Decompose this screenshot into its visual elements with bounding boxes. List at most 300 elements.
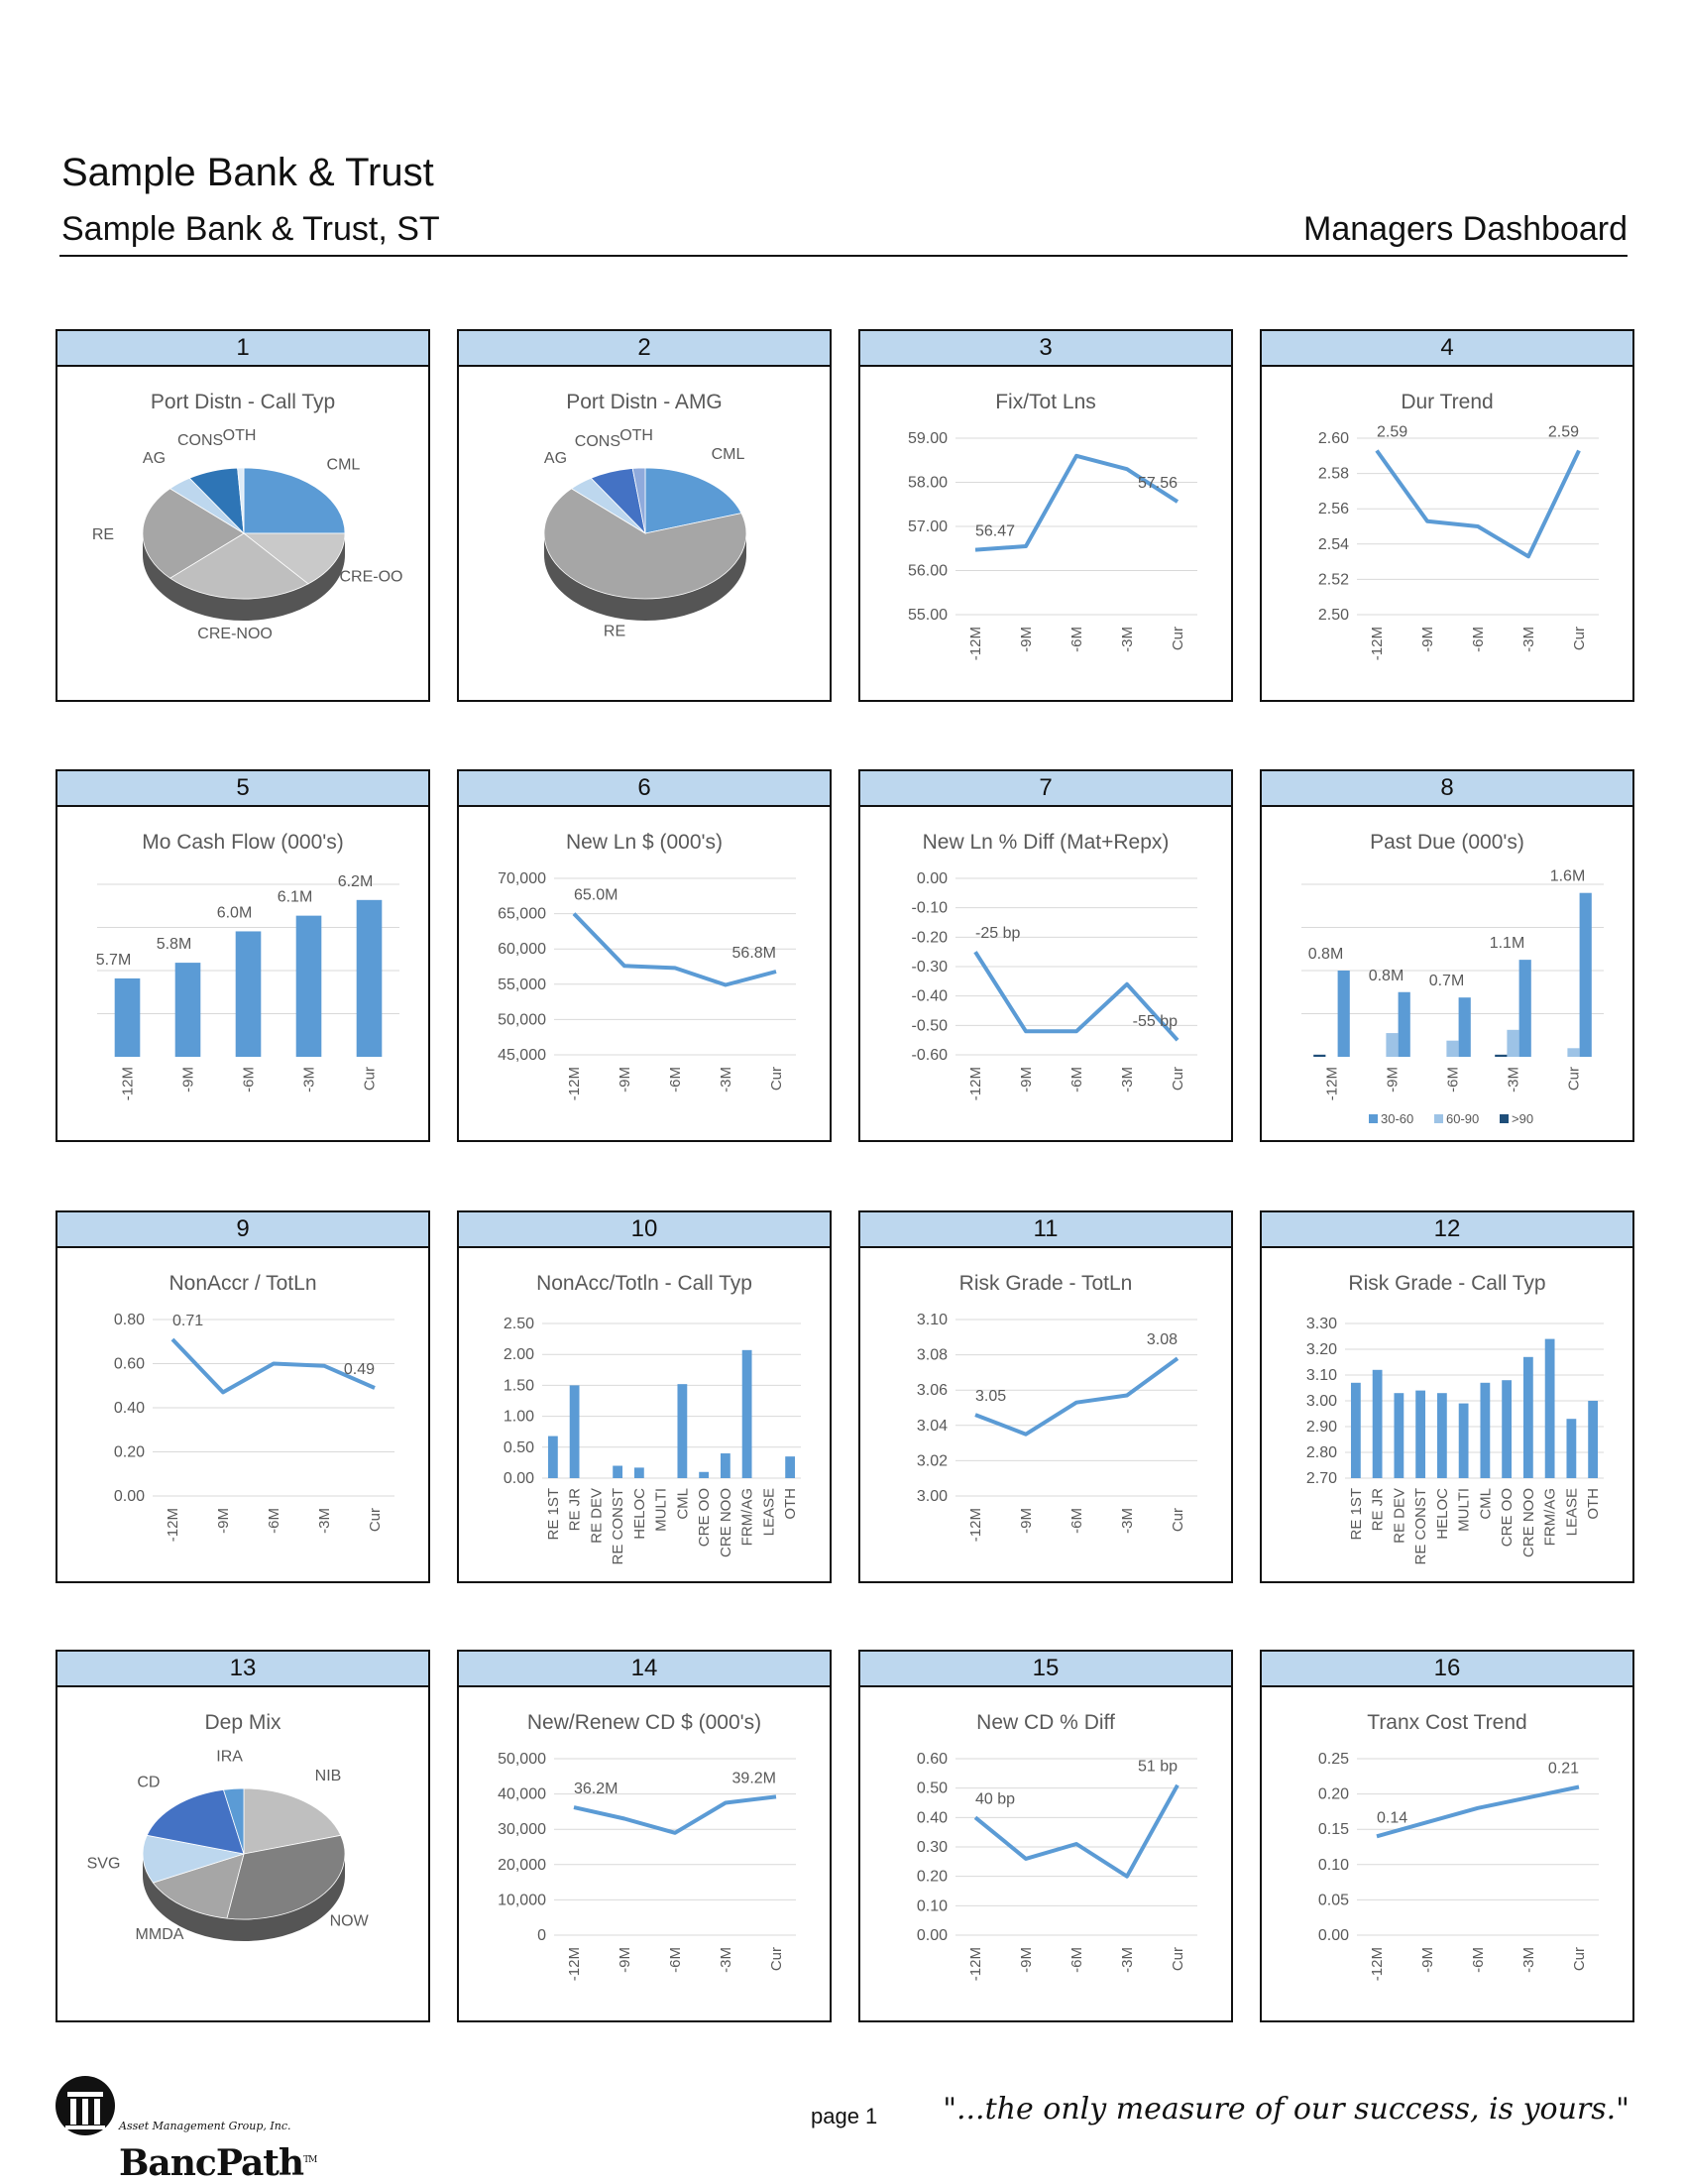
panel-number: 16 — [1262, 1652, 1632, 1687]
x-tick-label: -9M — [180, 1067, 197, 1092]
x-tick-label: -9M — [1385, 1067, 1402, 1092]
y-tick-label: 0.40 — [917, 1809, 948, 1826]
data-label: 6.1M — [278, 889, 313, 906]
data-label: 56.8M — [732, 945, 776, 962]
data-label: -25 bp — [975, 925, 1020, 942]
chart-panel-11 — [858, 1210, 1233, 1583]
bar — [742, 1350, 752, 1478]
x-tick-label: -6M — [667, 1947, 684, 1973]
panel-number: 7 — [860, 771, 1231, 807]
y-tick-label: 56.00 — [908, 563, 948, 580]
y-tick-label: 55.00 — [908, 607, 948, 624]
data-label: -55 bp — [1133, 1013, 1178, 1030]
y-tick-label: 3.00 — [917, 1488, 948, 1505]
chart-title: New CD % Diff — [976, 1711, 1115, 1734]
chart-title: Port Distn - AMG — [566, 391, 723, 413]
data-label: 2.59 — [1377, 423, 1407, 440]
x-tick-label: -9M — [1018, 1067, 1035, 1092]
y-tick-label: 0 — [537, 1927, 546, 1944]
y-tick-label: 2.58 — [1318, 466, 1349, 483]
data-label: 56.47 — [975, 523, 1015, 540]
y-tick-label: 0.60 — [114, 1356, 145, 1373]
chart-title: New/Renew CD $ (000's) — [527, 1711, 761, 1734]
chart-svg — [860, 1248, 1231, 1583]
data-label: 57.56 — [1138, 475, 1178, 492]
chart-panel-13 — [56, 1650, 430, 2022]
panel-number: 13 — [57, 1652, 428, 1687]
y-tick-label: 10,000 — [498, 1892, 546, 1908]
pie-label-nib: NIB — [315, 1768, 342, 1784]
bar — [175, 963, 201, 1057]
chart-title: Mo Cash Flow (000's) — [142, 831, 344, 854]
x-tick-label: -6M — [1470, 1947, 1487, 1973]
x-tick-label: -3M — [1520, 1947, 1537, 1973]
x-tick-label: -3M — [301, 1067, 318, 1092]
y-tick-label: 2.56 — [1318, 501, 1349, 517]
y-tick-label: 2.00 — [504, 1346, 534, 1363]
chart-svg — [57, 1687, 428, 2022]
chart-panel-6 — [457, 769, 832, 1142]
chart-title: Dur Trend — [1401, 391, 1493, 413]
pie-label-cre-noo: CRE-NOO — [197, 626, 273, 642]
y-tick-label: 2.90 — [1306, 1419, 1337, 1436]
bar-90 — [1313, 1055, 1325, 1057]
x-tick-label: -12M — [967, 1067, 984, 1100]
y-tick-label: 3.08 — [917, 1347, 948, 1364]
x-tick-label: -12M — [566, 1947, 583, 1981]
x-tick-label: FRM/AG — [739, 1488, 756, 1546]
x-tick-label: -6M — [1470, 627, 1487, 652]
x-tick-label: -3M — [1520, 627, 1537, 652]
chart-panel-7 — [858, 769, 1233, 1142]
x-tick-label: -9M — [617, 1067, 633, 1092]
chart-title: New Ln $ (000's) — [566, 831, 723, 854]
logo-wordmark: BancPath™ — [119, 2142, 316, 2184]
x-tick-label: RE JR — [567, 1488, 584, 1532]
y-tick-label: 30,000 — [498, 1821, 546, 1838]
x-tick-label: -9M — [215, 1508, 232, 1534]
chart-svg — [459, 807, 830, 1142]
pie-label-cre-oo: CRE-OO — [339, 569, 402, 586]
data-label: 3.05 — [975, 1388, 1006, 1405]
chart-title: Risk Grade - TotLn — [959, 1272, 1133, 1295]
chart-svg — [459, 1687, 830, 2022]
chart-svg — [459, 1248, 830, 1583]
x-tick-label: -6M — [1068, 1947, 1085, 1973]
panel-number: 1 — [57, 331, 428, 367]
legend-label: 30-60 — [1381, 1111, 1413, 1126]
chart-panel-1 — [56, 329, 430, 702]
chart-panel-3 — [858, 329, 1233, 702]
chart-panel-10 — [457, 1210, 832, 1583]
data-label: 1.1M — [1490, 935, 1525, 952]
x-tick-label: RE JR — [1370, 1488, 1387, 1532]
chart-svg — [57, 807, 428, 1142]
y-tick-label: 55,000 — [498, 977, 546, 993]
pie-label-cons: CONS — [575, 433, 620, 450]
logo-subtitle: Asset Management Group, Inc. — [119, 2120, 291, 2132]
x-tick-label: Cur — [1170, 1947, 1186, 1971]
bar-3060 — [1399, 992, 1410, 1057]
chart-panel-5 — [56, 769, 430, 1142]
panel-number: 8 — [1262, 771, 1632, 807]
y-tick-label: 0.05 — [1318, 1892, 1349, 1908]
y-tick-label: 0.15 — [1318, 1821, 1349, 1838]
x-tick-label: -3M — [1119, 1947, 1136, 1973]
chart-svg — [1262, 367, 1632, 702]
x-tick-label: RE CONST — [610, 1488, 626, 1565]
x-tick-label: CRE NOO — [718, 1488, 734, 1557]
chart-panel-16 — [1260, 1650, 1634, 2022]
data-label: 0.7M — [1429, 973, 1465, 989]
x-tick-label: -6M — [241, 1067, 258, 1092]
y-tick-label: 0.50 — [504, 1439, 534, 1456]
data-label: 0.21 — [1548, 1760, 1579, 1777]
chart-panel-15 — [858, 1650, 1233, 2022]
x-tick-label: -6M — [266, 1508, 282, 1534]
y-tick-label: 0.25 — [1318, 1751, 1349, 1768]
y-tick-label: 65,000 — [498, 906, 546, 923]
x-tick-label: RE CONST — [1412, 1488, 1429, 1565]
y-tick-label: 3.10 — [917, 1312, 948, 1328]
pie-label-ira: IRA — [216, 1749, 243, 1766]
bar — [1523, 1357, 1533, 1478]
x-tick-label: OTH — [1585, 1488, 1602, 1520]
x-tick-label: -3M — [316, 1508, 333, 1534]
x-tick-label: -9M — [1419, 1947, 1436, 1973]
x-tick-label: -3M — [1119, 1067, 1136, 1092]
pie-label-cd: CD — [137, 1774, 160, 1790]
x-tick-label: HELOC — [1434, 1488, 1451, 1540]
bar — [1437, 1393, 1447, 1478]
bar — [1373, 1370, 1383, 1478]
legend-label: 60-90 — [1446, 1111, 1479, 1126]
bar — [115, 978, 141, 1057]
y-tick-label: 40,000 — [498, 1786, 546, 1803]
x-tick-label: -3M — [718, 1947, 734, 1973]
x-tick-label: -12M — [1324, 1067, 1341, 1100]
y-tick-label: 0.00 — [504, 1470, 534, 1487]
y-tick-label: 50,000 — [498, 1751, 546, 1768]
bar — [634, 1467, 644, 1478]
pie-label-svg: SVG — [87, 1855, 121, 1872]
y-tick-label: 0.60 — [917, 1751, 948, 1768]
data-label: 0.49 — [344, 1361, 375, 1378]
pie-label-oth: OTH — [223, 427, 257, 444]
x-tick-label: OTH — [782, 1488, 799, 1520]
panel-number: 14 — [459, 1652, 830, 1687]
x-tick-label: RE DEV — [588, 1488, 605, 1544]
bar-3060 — [1519, 960, 1531, 1057]
bar-6090 — [1386, 1033, 1398, 1057]
x-tick-label: -6M — [1068, 1508, 1085, 1534]
bar-3060 — [1338, 971, 1350, 1057]
y-tick-label: 2.60 — [1318, 430, 1349, 447]
bank-name: Sample Bank & Trust — [61, 151, 434, 195]
data-label: 0.14 — [1377, 1809, 1407, 1826]
chart-title: Past Due (000's) — [1370, 831, 1524, 854]
x-tick-label: Cur — [768, 1947, 785, 1971]
chart-title: NonAccr / TotLn — [168, 1272, 316, 1295]
chart-panel-8 — [1260, 769, 1634, 1142]
x-tick-label: CRE OO — [696, 1488, 713, 1547]
x-tick-label: CML — [1477, 1488, 1494, 1520]
bar — [1459, 1404, 1469, 1478]
chart-svg — [459, 367, 830, 702]
legend-label: >90 — [1512, 1111, 1533, 1126]
y-tick-label: 0.50 — [917, 1781, 948, 1797]
data-label: 65.0M — [574, 887, 618, 904]
x-tick-label: RE 1ST — [545, 1488, 562, 1541]
y-tick-label: 1.00 — [504, 1409, 534, 1426]
bar — [1415, 1391, 1425, 1478]
x-tick-label: -3M — [1119, 627, 1136, 652]
y-tick-label: 0.40 — [114, 1400, 145, 1417]
panel-number: 2 — [459, 331, 830, 367]
chart-svg — [1262, 1248, 1632, 1583]
data-label: 5.7M — [96, 952, 132, 969]
bar-6090 — [1507, 1030, 1518, 1057]
bar-6090 — [1567, 1048, 1579, 1057]
x-tick-label: -6M — [1068, 627, 1085, 652]
y-tick-label: -0.60 — [912, 1047, 949, 1064]
x-tick-label: RE 1ST — [1348, 1488, 1365, 1541]
bar — [1394, 1393, 1404, 1478]
x-tick-label: Cur — [1571, 627, 1588, 650]
x-tick-label: Cur — [362, 1067, 379, 1091]
y-tick-label: 20,000 — [498, 1857, 546, 1874]
data-label: 40 bp — [975, 1790, 1015, 1807]
y-tick-label: -0.10 — [912, 900, 949, 917]
bar — [1502, 1380, 1512, 1478]
bar — [570, 1385, 580, 1478]
x-tick-label: -12M — [1369, 1947, 1386, 1981]
x-tick-label: -3M — [1506, 1067, 1522, 1092]
x-tick-label: Cur — [1566, 1067, 1583, 1091]
data-label: 36.2M — [574, 1781, 618, 1797]
x-tick-label: -12M — [165, 1508, 181, 1542]
x-tick-label: Cur — [1170, 627, 1186, 650]
bar — [721, 1453, 730, 1478]
pie-label-cml: CML — [712, 446, 745, 463]
x-tick-label: -12M — [967, 627, 984, 660]
x-tick-label: CRE OO — [1499, 1488, 1516, 1547]
bar-3060 — [1459, 997, 1471, 1057]
x-tick-label: Cur — [1571, 1947, 1588, 1971]
chart-svg — [860, 807, 1231, 1142]
x-tick-label: -9M — [1018, 1508, 1035, 1534]
chart-panel-9 — [56, 1210, 430, 1583]
bar — [1351, 1383, 1361, 1478]
x-tick-label: -3M — [1119, 1508, 1136, 1534]
data-label: 6.2M — [338, 873, 374, 890]
x-tick-label: LEASE — [1563, 1488, 1580, 1536]
y-tick-label: 0.30 — [917, 1839, 948, 1856]
y-tick-label: -0.20 — [912, 929, 949, 946]
bar-3060 — [1580, 893, 1592, 1057]
pie-label-oth: OTH — [619, 427, 653, 444]
x-tick-label: -12M — [967, 1947, 984, 1981]
bar — [1480, 1383, 1490, 1478]
x-tick-label: MULTI — [1456, 1488, 1473, 1532]
y-tick-label: 3.04 — [917, 1418, 948, 1435]
bar — [699, 1472, 709, 1478]
chart-title: Risk Grade - Call Typ — [1348, 1272, 1545, 1295]
y-tick-label: 58.00 — [908, 475, 948, 492]
x-tick-label: -3M — [718, 1067, 734, 1092]
y-tick-label: 45,000 — [498, 1047, 546, 1064]
chart-panel-2 — [457, 329, 832, 702]
data-label: 1.6M — [1550, 868, 1586, 885]
bar — [1588, 1401, 1598, 1478]
x-tick-label: Cur — [768, 1067, 785, 1091]
page-number: page 1 — [811, 2104, 877, 2129]
x-tick-label: MULTI — [653, 1488, 670, 1532]
y-tick-label: -0.30 — [912, 959, 949, 976]
bar — [357, 900, 383, 1057]
chart-svg — [860, 1687, 1231, 2022]
x-tick-label: -12M — [967, 1508, 984, 1542]
x-tick-label: -9M — [617, 1947, 633, 1973]
x-tick-label: -12M — [1369, 627, 1386, 660]
y-tick-label: 2.52 — [1318, 571, 1349, 588]
pie-label-cons: CONS — [177, 432, 223, 449]
panel-number: 3 — [860, 331, 1231, 367]
chart-title: Tranx Cost Trend — [1367, 1711, 1526, 1734]
y-tick-label: 0.00 — [917, 1927, 948, 1944]
chart-title: Dep Mix — [204, 1711, 281, 1734]
y-tick-label: 0.10 — [917, 1897, 948, 1914]
x-tick-label: -12M — [566, 1067, 583, 1100]
y-tick-label: 57.00 — [908, 518, 948, 535]
data-label: 0.71 — [172, 1313, 203, 1329]
panel-number: 15 — [860, 1652, 1231, 1687]
data-label: 39.2M — [732, 1770, 776, 1786]
data-label: 6.0M — [217, 904, 253, 921]
y-tick-label: 0.80 — [114, 1312, 145, 1328]
y-tick-label: 3.02 — [917, 1452, 948, 1469]
data-label: 5.8M — [157, 936, 192, 953]
x-tick-label: HELOC — [631, 1488, 648, 1540]
chart-svg — [57, 367, 428, 702]
panel-number: 12 — [1262, 1212, 1632, 1248]
x-tick-label: RE DEV — [1391, 1488, 1407, 1544]
x-tick-label: -6M — [1068, 1067, 1085, 1092]
x-tick-label: -12M — [120, 1067, 137, 1100]
y-tick-label: 3.10 — [1306, 1367, 1337, 1384]
data-label: 3.08 — [1147, 1331, 1178, 1348]
pie-label-mmda: MMDA — [136, 1926, 184, 1943]
y-tick-label: 2.80 — [1306, 1444, 1337, 1461]
pie-label-re: RE — [92, 526, 114, 543]
bar-90 — [1495, 1055, 1507, 1057]
bancpath-logo — [54, 2074, 291, 2143]
bar — [548, 1437, 558, 1478]
chart-panel-4 — [1260, 329, 1634, 702]
y-tick-label: 2.50 — [1318, 607, 1349, 624]
header-rule — [59, 255, 1628, 257]
y-tick-label: 3.30 — [1306, 1316, 1337, 1332]
data-label: 0.8M — [1369, 968, 1404, 984]
chart-svg — [57, 1248, 428, 1583]
bar — [1545, 1339, 1555, 1478]
y-tick-label: 3.20 — [1306, 1341, 1337, 1358]
x-tick-label: Cur — [1170, 1067, 1186, 1091]
bar — [613, 1466, 622, 1478]
data-label: 2.59 — [1548, 423, 1579, 440]
panel-number: 10 — [459, 1212, 830, 1248]
bar — [296, 916, 322, 1057]
y-tick-label: 59.00 — [908, 430, 948, 447]
y-tick-label: 50,000 — [498, 1011, 546, 1028]
y-tick-label: -0.50 — [912, 1017, 949, 1034]
y-tick-label: 2.50 — [504, 1316, 534, 1332]
pie-label-cml: CML — [327, 456, 361, 473]
y-tick-label: 70,000 — [498, 870, 546, 887]
chart-title: NonAcc/Totln - Call Typ — [536, 1272, 752, 1295]
x-tick-label: CRE NOO — [1520, 1488, 1537, 1557]
pie-label-ag: AG — [143, 450, 166, 467]
y-tick-label: 0.00 — [1318, 1927, 1349, 1944]
data-label: 0.8M — [1308, 946, 1344, 963]
chart-svg — [1262, 1687, 1632, 2022]
pie-label-now: NOW — [330, 1912, 370, 1929]
y-tick-label: 0.10 — [1318, 1857, 1349, 1874]
y-tick-label: 60,000 — [498, 941, 546, 958]
panel-number: 6 — [459, 771, 830, 807]
panel-number: 5 — [57, 771, 428, 807]
pillar-icon — [54, 2074, 117, 2137]
series-line — [574, 1796, 776, 1832]
data-label: 51 bp — [1138, 1759, 1178, 1776]
y-tick-label: 3.00 — [1306, 1393, 1337, 1410]
bar — [677, 1384, 687, 1478]
y-tick-label: 0.20 — [1318, 1786, 1349, 1803]
bar — [236, 931, 262, 1057]
x-tick-label: -9M — [1419, 627, 1436, 652]
chart-title: Port Distn - Call Typ — [151, 391, 335, 413]
bank-location: Sample Bank & Trust, ST — [61, 210, 440, 249]
chart-panel-14 — [457, 1650, 832, 2022]
bar — [1566, 1419, 1576, 1478]
x-tick-label: -9M — [1018, 1947, 1035, 1973]
x-tick-label: -6M — [1445, 1067, 1462, 1092]
chart-panel-12 — [1260, 1210, 1634, 1583]
panel-number: 11 — [860, 1212, 1231, 1248]
x-tick-label: LEASE — [760, 1488, 777, 1536]
y-tick-label: 1.50 — [504, 1377, 534, 1394]
legend-swatch — [1434, 1114, 1443, 1123]
y-tick-label: -0.40 — [912, 988, 949, 1005]
x-tick-label: FRM/AG — [1542, 1488, 1559, 1546]
y-tick-label: 0.00 — [114, 1488, 145, 1505]
legend-swatch — [1500, 1114, 1509, 1123]
x-tick-label: Cur — [1170, 1508, 1186, 1532]
legend-swatch — [1369, 1114, 1378, 1123]
x-tick-label: -9M — [1018, 627, 1035, 652]
y-tick-label: 2.70 — [1306, 1470, 1337, 1487]
y-tick-label: 0.00 — [917, 870, 948, 887]
chart-title: New Ln % Diff (Mat+Repx) — [923, 831, 1170, 854]
pie-label-ag: AG — [544, 450, 567, 467]
pie-label-re: RE — [604, 624, 625, 640]
pie-slice-cml — [244, 468, 345, 533]
y-tick-label: 0.20 — [917, 1869, 948, 1886]
report-title: Managers Dashboard — [1303, 210, 1628, 249]
panel-number: 9 — [57, 1212, 428, 1248]
bar — [785, 1456, 795, 1478]
y-tick-label: 0.20 — [114, 1444, 145, 1461]
